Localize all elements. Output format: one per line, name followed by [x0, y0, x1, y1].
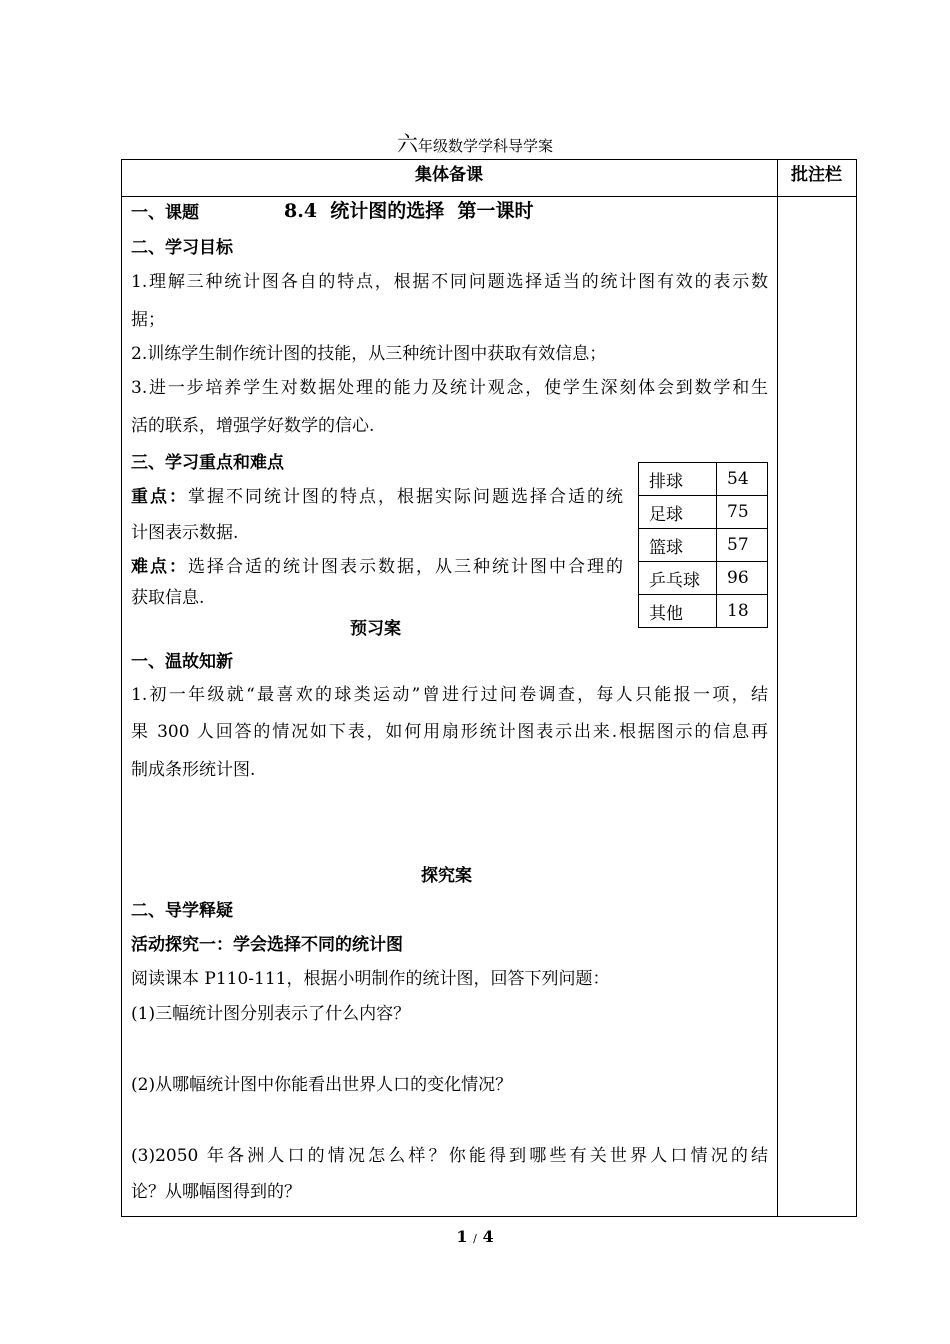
table-border-top [121, 159, 857, 160]
table-border-bottom [121, 1216, 857, 1217]
document-title-rest: 年级数学学科导学案 [417, 137, 553, 155]
difficulty-label: 难点： [131, 557, 188, 577]
question-3-line-2: 论？从哪幅图得到的？ [131, 1182, 301, 1202]
objective-2: 2.训练学生制作统计图的技能，从三种统计图中获取有效信息； [131, 344, 607, 364]
preview-question-line-3: 制成条形统计图. [131, 760, 256, 780]
question-2: (2)从哪幅统计图中你能看出世界人口的变化情况？ [131, 1075, 513, 1095]
key-points-heading: 三、学习重点和难点 [131, 453, 284, 473]
count-cell: 54 [717, 463, 768, 496]
page-separator: / [473, 1232, 477, 1245]
table-row [639, 463, 768, 496]
topic-label: 一、课题 [131, 203, 199, 223]
page-current: 1 [456, 1227, 468, 1246]
page-total: 4 [482, 1227, 494, 1246]
count-cell: 96 [717, 562, 768, 595]
reading-instruction: 阅读课本 P110-111，根据小明制作的统计图，回答下列问题： [131, 969, 610, 989]
table-border-left [121, 159, 122, 1217]
header-side-cell: 批注栏 [791, 165, 842, 185]
objective-1-line-1: 1.理解三种统计图各自的特点，根据不同问题选择适当的统计图有效的表示数 [131, 272, 768, 292]
document-title [0, 128, 950, 158]
focus-line-1 [131, 486, 623, 508]
table-row [639, 595, 768, 628]
preview-question-line-2: 果 300 人回答的情况如下表，如何用扇形统计图表示出来.根据图示的信息再 [131, 722, 768, 742]
preview-subheading: 一、温故知新 [131, 652, 233, 672]
sport-cell: 足球 [639, 496, 717, 529]
table-border-right [856, 159, 857, 1217]
question-1: (1)三幅统计图分别表示了什么内容？ [131, 1004, 411, 1024]
focus-label: 重点： [131, 487, 188, 507]
table-row [639, 529, 768, 562]
sport-cell: 篮球 [639, 529, 717, 562]
count-cell: 75 [717, 496, 768, 529]
table-column-divider [777, 159, 778, 1217]
explore-heading: 探究案 [421, 866, 472, 886]
objectives-heading: 二、学习目标 [131, 238, 233, 258]
objective-3-line-1: 3.进一步培养学生对数据处理的能力及统计观念，使学生深刻体会到数学和生 [131, 378, 768, 398]
difficulty-line-1 [131, 556, 623, 578]
difficulty-line-2: 获取信息. [131, 588, 205, 608]
topic-title: 8.4 统计图的选择 第一课时 [284, 200, 534, 222]
page-number [0, 1227, 950, 1246]
table-row [639, 496, 768, 529]
sport-cell: 排球 [639, 463, 717, 496]
table-border-header-bottom [121, 196, 857, 197]
explore-subheading: 二、导学释疑 [131, 901, 233, 921]
count-cell: 57 [717, 529, 768, 562]
objective-1-line-2: 据； [131, 310, 165, 330]
question-3-line-1: (3)2050 年各洲人口的情况怎么样？你能得到哪些有关世界人口情况的结 [131, 1146, 768, 1166]
header-main-cell: 集体备课 [415, 165, 483, 185]
sport-cell: 乒乓球 [639, 562, 717, 595]
sport-cell: 其他 [639, 595, 717, 628]
sport-count-table [638, 462, 768, 628]
table-row [639, 562, 768, 595]
focus-line-2: 计图表示数据. [131, 523, 239, 543]
objective-3-line-2: 活的联系，增强学好数学的信心. [131, 416, 375, 436]
count-cell: 18 [717, 595, 768, 628]
preview-heading: 预习案 [350, 619, 401, 639]
activity-heading: 活动探究一：学会选择不同的统计图 [131, 935, 403, 955]
document-title-first-char: 六 [396, 132, 418, 156]
difficulty-text: 选择合适的统计图表示数据，从三种统计图中合理的 [188, 557, 623, 577]
preview-question-line-1: 1.初一年级就“最喜欢的球类运动”曾进行过问卷调查，每人只能报一项，结 [131, 685, 768, 705]
focus-text: 掌握不同统计图的特点，根据实际问题选择合适的统 [188, 487, 623, 507]
